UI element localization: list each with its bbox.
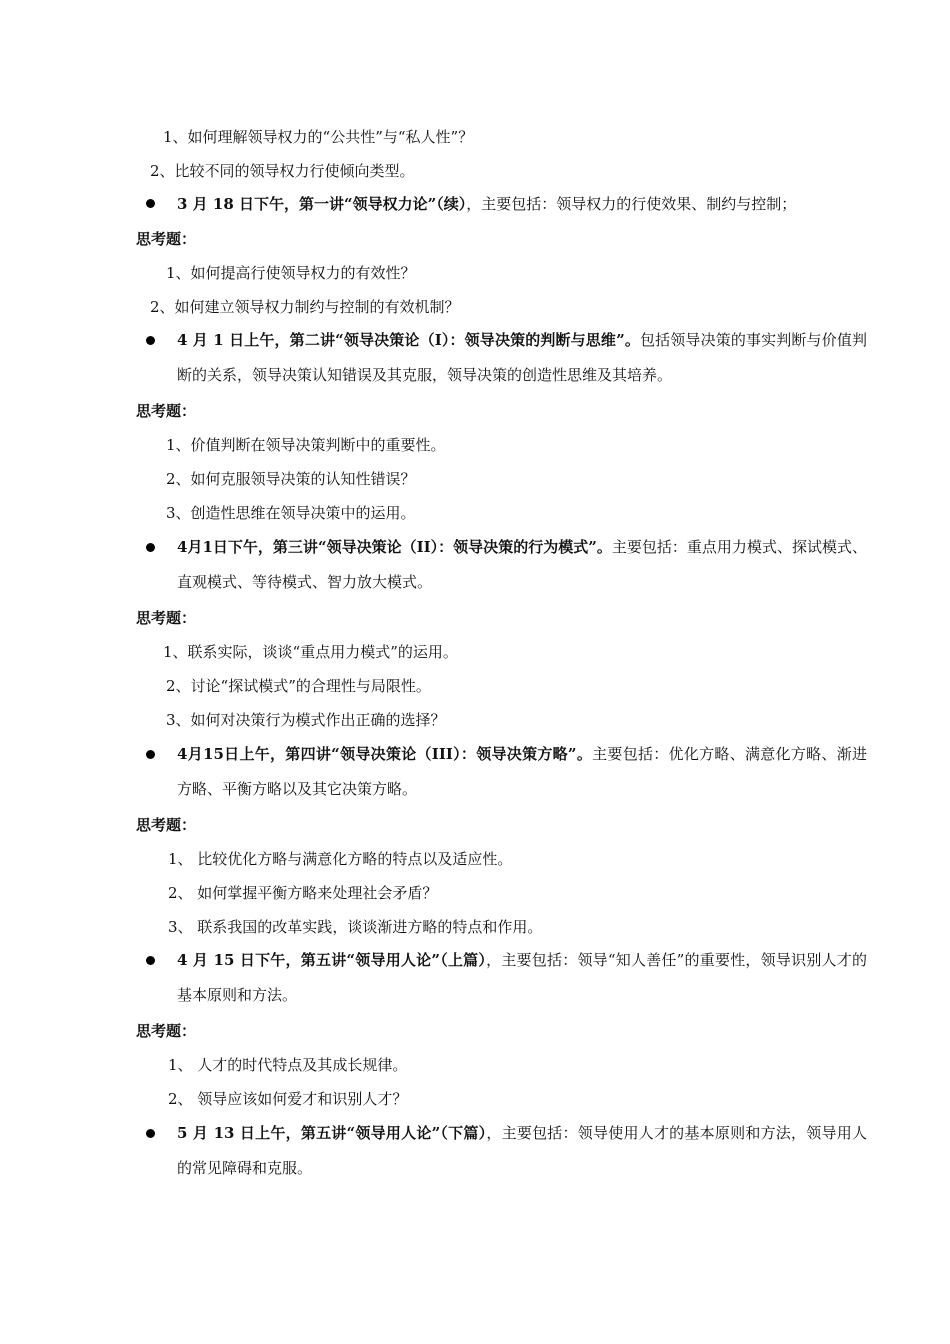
bullet-icon <box>146 750 155 759</box>
question-item: 3、 联系我国的改革实践，谈谈渐进方略的特点和作用。 <box>168 918 543 936</box>
question-item: 2、 如何掌握平衡方略来处理社会矛盾？ <box>168 884 438 902</box>
question-item: 2、比较不同的领导权力行使倾向类型。 <box>150 162 415 180</box>
lecture-item-2 <box>177 323 867 393</box>
lecture-title: 4月1日下午，第三讲“领导决策论（II）：领导决策的行为模式”。 <box>177 538 612 556</box>
question-item: 2、讨论“探试模式”的合理性与局限性。 <box>166 677 431 695</box>
lecture-item-1 <box>177 187 877 222</box>
section-heading: 思考题： <box>136 1022 197 1040</box>
lecture-desc: 主要包括：重点用力模式、探试模式、直观模式、等待模式、智力放大模式。 <box>177 538 867 591</box>
lecture-desc: 主要包括：优化方略、满意化方略、渐进方略、平衡方略以及其它决策方略。 <box>177 745 867 798</box>
bullet-icon <box>146 1129 155 1138</box>
section-heading: 思考题： <box>136 609 197 627</box>
question-item: 2、 领导应该如何爱才和识别人才？ <box>168 1090 408 1108</box>
lecture-item-6 <box>177 1116 867 1186</box>
question-item: 1、价值判断在领导决策判断中的重要性。 <box>166 436 446 454</box>
question-item: 1、 比较优化方略与满意化方略的特点以及适应性。 <box>168 850 513 868</box>
bullet-icon <box>146 543 155 552</box>
question-item: 1、联系实际，谈谈“重点用力模式”的运用。 <box>163 643 458 661</box>
lecture-item-5 <box>177 943 867 1013</box>
bullet-icon <box>146 199 155 208</box>
lecture-desc: 包括领导决策的事实判断与价值判断的关系，领导决策认知错误及其克服，领导决策的创造性思维及其培养。 <box>177 331 867 384</box>
question-item: 3、创造性思维在领导决策中的运用。 <box>166 504 416 522</box>
lecture-item-3 <box>177 530 867 600</box>
question-item: 3、如何对决策行为模式作出正确的选择？ <box>166 711 446 729</box>
lecture-desc: ，主要包括：领导使用人才的基本原则和方法，领导用人的常见障碍和克服。 <box>177 1124 867 1177</box>
lecture-desc: ，主要包括：领导权力的行使效果、制约与控制； <box>466 195 797 213</box>
lecture-desc: ，主要包括：领导“知人善任”的重要性，领导识别人才的基本原则和方法。 <box>177 951 867 1004</box>
lecture-title: 3 月 18 日下午，第一讲“领导权力论”（续） <box>177 195 467 213</box>
section-heading: 思考题： <box>136 402 197 420</box>
question-item: 1、如何提高行使领导权力的有效性？ <box>166 264 416 282</box>
section-heading: 思考题： <box>136 816 197 834</box>
question-item: 1、 人才的时代特点及其成长规律。 <box>168 1056 408 1074</box>
lecture-title: 5 月 13 日上午，第五讲“领导用人论”（下篇） <box>177 1124 487 1142</box>
question-item: 2、如何建立领导权力制约与控制的有效机制？ <box>150 298 460 316</box>
lecture-title: 4 月 15 日下午，第五讲“领导用人论”（上篇） <box>177 951 487 969</box>
lecture-title: 4月15日上午，第四讲“领导决策论（III）：领导决策方略”。 <box>177 745 593 763</box>
bullet-icon <box>146 956 155 965</box>
section-heading: 思考题： <box>136 230 197 248</box>
lecture-title: 4 月 1 日上午，第二讲“领导决策论（I）：领导决策的判断与思维”。 <box>177 331 640 349</box>
question-item: 1、如何理解领导权力的“公共性”与“私人性”？ <box>163 128 474 146</box>
question-item: 2、如何克服领导决策的认知性错误？ <box>166 470 416 488</box>
lecture-item-4 <box>177 737 867 807</box>
bullet-icon <box>146 336 155 345</box>
